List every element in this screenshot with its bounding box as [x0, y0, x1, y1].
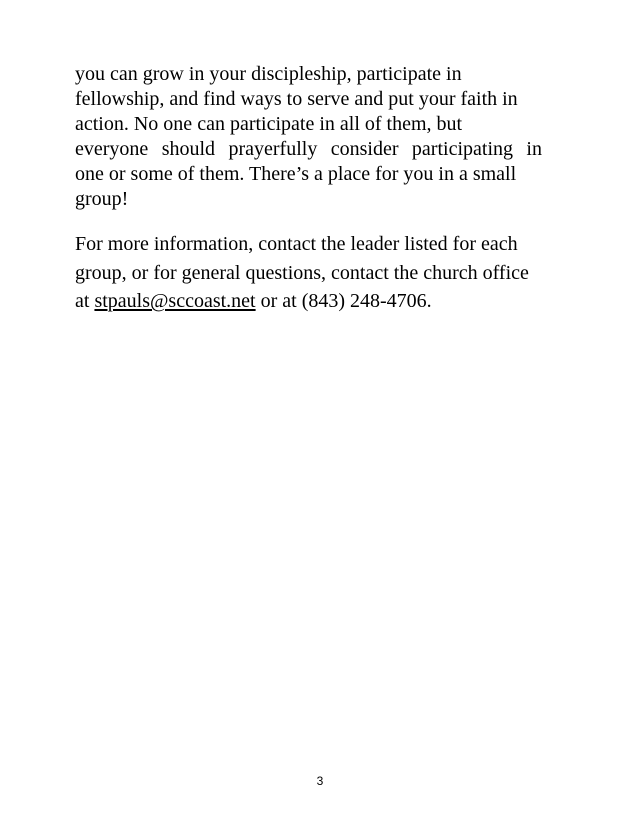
paragraph-line: fellowship, and find ways to serve and put your faith in: [75, 88, 518, 110]
contact-line-prefix: at: [75, 290, 95, 312]
page-number: 3: [316, 774, 324, 788]
contact-line-suffix: or at (843) 248-4706.: [255, 290, 432, 312]
paragraph-contact-info: [75, 230, 575, 316]
paragraph-small-groups: [75, 62, 555, 212]
paragraph-line: group!: [75, 188, 129, 210]
paragraph-line: action. No one can participate in all of them, but: [75, 113, 463, 135]
paragraph-line: group, or for general questions, contact the church office: [75, 261, 529, 284]
paragraph-line: everyone should prayerfully consider participating in: [75, 138, 542, 160]
paragraph-line: [75, 287, 575, 316]
paragraph-line: one or some of them. There’s a place for you in a small: [75, 163, 517, 185]
paragraph-line: you can grow in your discipleship, participate in: [75, 63, 462, 85]
email-link[interactable]: stpauls@sccoast.net: [94, 290, 256, 312]
paragraph-line: For more information, contact the leader listed for each: [75, 233, 518, 255]
